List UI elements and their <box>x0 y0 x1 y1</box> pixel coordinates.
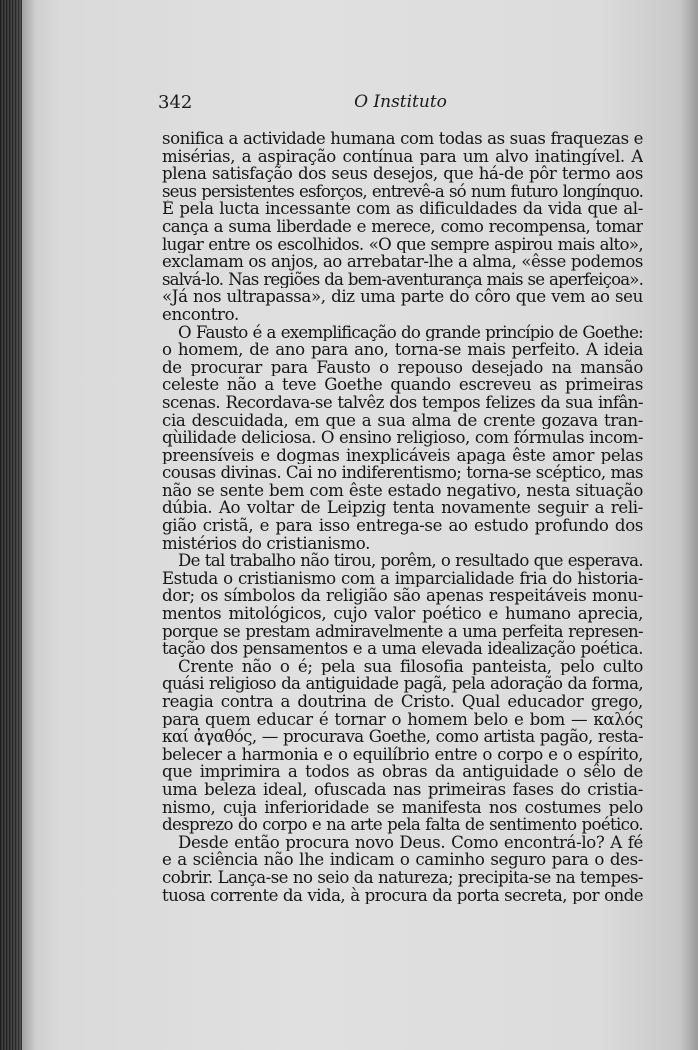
text-line: É pela lucta incessante com as dificuldades da vida que al- <box>162 200 643 218</box>
body-text <box>162 130 643 904</box>
text-line: De tal trabalho não tirou, porêm, o resultado que esperava. <box>178 552 643 570</box>
text-line: cousas divinas. Cai no indiferentismo; torna-se scéptico, mas <box>162 464 643 482</box>
text-line: tuosa corrente da vida, à procura da porta secreta, por onde <box>162 886 643 905</box>
text-line: mentos mitológicos, cujo valor poético e humano aprecia, <box>162 605 643 623</box>
text-line: lugar entre os escolhidos. «O que sempre aspirou mais alto», <box>162 235 643 254</box>
text-line: Crente não o é; pela sua filosofia panteista, pelo culto <box>178 657 643 676</box>
text-line: exclamam os anjos, ao arrebatar-lhe a alma, «êsse podemos <box>162 253 643 271</box>
text-line: «Já nos ultrapassa», diz uma parte do côro que vem ao seu <box>162 288 643 306</box>
text-line: encontro. <box>162 305 239 324</box>
text-line: que imprimira a todos as obras da antiguidade o sêlo de <box>162 763 643 781</box>
text-line: dor; os símbolos da religião são apenas respeitáveis monu- <box>162 587 643 606</box>
text-line: não se sente bem com êste estado negativo, nesta situação <box>162 481 643 500</box>
text-line: cia descuidada, em que a sua alma de crente gozava tran- <box>162 411 643 430</box>
text-line: uma beleza ideal, ofuscada nas primeiras fases do cristia- <box>162 780 643 799</box>
page-number: 342 <box>158 92 193 113</box>
text-line: belecer a harmonia e o equilíbrio entre o corpo e o espírito, <box>162 745 643 764</box>
text-line: desprezo do corpo e na arte pela falta de sentimento poético. <box>162 816 643 834</box>
text-line: Desde então procura novo Deus. Como encontrá-lo? A fé <box>178 833 643 852</box>
text-line: seus persistentes esforços, entrevê-a só num futuro longínquo. <box>162 182 643 201</box>
text-line: quási religioso da antiguidade pagã, pela adoração da forma, <box>162 675 643 693</box>
running-title: O Instituto <box>354 92 447 112</box>
text-line: reagia contra a doutrina de Cristo. Qual educador grego, <box>162 693 643 711</box>
text-line: mistérios do cristianismo. <box>162 534 370 553</box>
text-line: plena satisfação dos seus desejos, que há-de pôr termo aos <box>162 165 643 183</box>
text-line: celeste não a teve Goethe quando escreveu as primeiras <box>162 376 643 394</box>
text-line: e a sciência não lhe indicam o caminho seguro para o des- <box>162 851 643 869</box>
text-line: gião cristã, e para isso entrega-se ao estudo profundo dos <box>162 517 643 535</box>
text-line: tação dos pensamentos e a uma elevada idealização poética. <box>162 640 643 658</box>
text-line: καί ἀγαθός, — procurava Goethe, como artista pagão, resta- <box>162 728 643 746</box>
text-line: de procurar para Fausto o repouso desejado na mansão <box>162 358 643 377</box>
text-line: o homem, de ano para ano, torna-se mais perfeito. A ideia <box>162 341 643 359</box>
text-line: O Fausto é a exemplificação do grande princípio de Goethe: <box>178 323 643 342</box>
text-line: cança a suma liberdade e merece, como recompensa, tomar <box>162 217 643 236</box>
page-header <box>158 92 643 118</box>
text-line: misérias, a aspiração contínua para um alvo inatingível. A <box>162 147 643 166</box>
text-line: Estuda o cristianismo com a imparcialidade fria do historia- <box>162 569 643 588</box>
text-line: scenas. Recordava-se talvêz dos tempos felizes da sua infân- <box>162 393 643 412</box>
text-line: porque se prestam admiravelmente a uma perfeita represen- <box>162 622 643 641</box>
text-line: cobrir. Lança-se no seio da natureza; precipita-se na tempes- <box>162 868 643 887</box>
page-edge-binding <box>0 0 22 1050</box>
text-line: preensíveis e dogmas inexplicáveis apaga êste amor pelas <box>162 446 643 465</box>
text-line: sonifica a actividade humana com todas as suas fraquezas e <box>162 130 643 148</box>
text-line: salvá-lo. Nas regiões da bem-aventurança mais se aperfeiçoa». <box>162 270 643 289</box>
text-line: para quem educar é tornar o homem belo e bom — καλός <box>162 710 643 729</box>
text-line: dúbia. Ao voltar de Leipzig tenta novamente seguir a reli- <box>162 499 643 518</box>
text-line: qùilidade deliciosa. O ensino religioso, com fórmulas incom- <box>162 429 643 447</box>
text-line: nismo, cuja inferioridade se manifesta nos costumes pelo <box>162 798 643 817</box>
